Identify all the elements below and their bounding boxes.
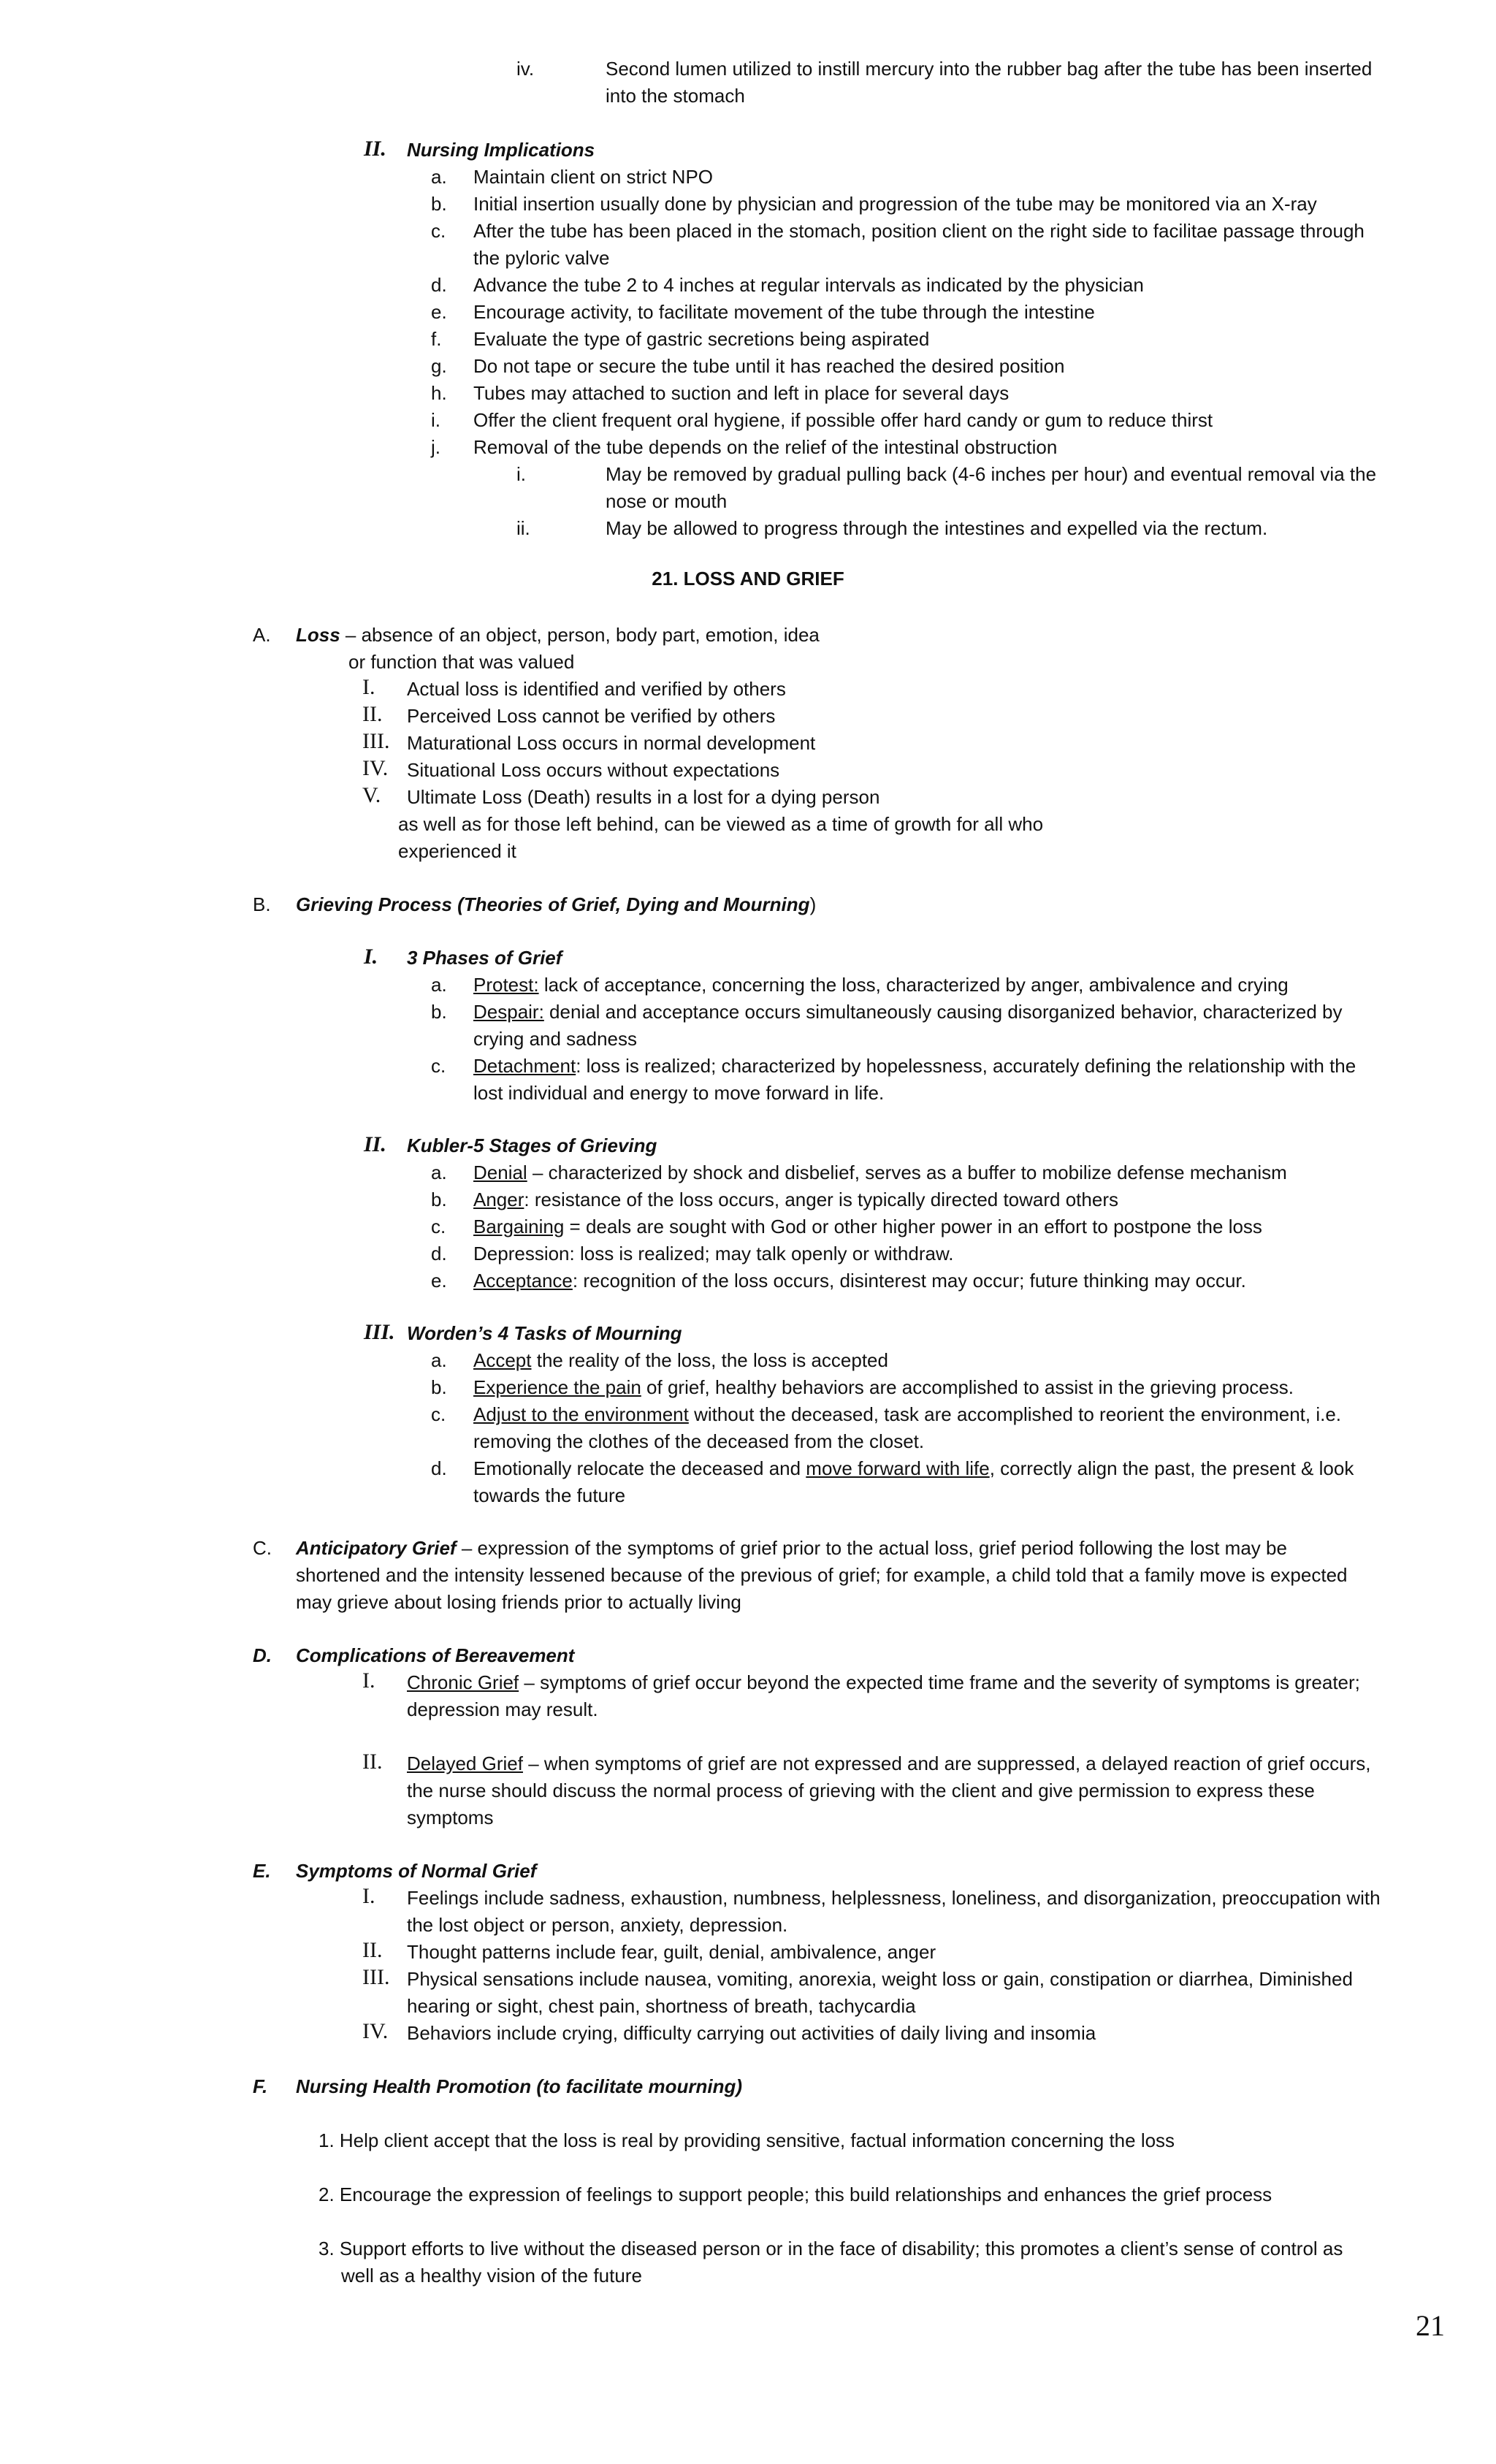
list-text: May be allowed to progress through the intestines and expelled via the rectum.	[606, 517, 1268, 539]
list-marker: a.	[431, 1349, 447, 1371]
numbered-item: 2. Encourage the expression of feelings to support people; this build relationships and enhances the grief process	[318, 2183, 1272, 2205]
list-text: nose or mouth	[606, 490, 728, 512]
key-term: Experience the pain	[473, 1376, 641, 1398]
key-term: Detachment	[473, 1055, 576, 1077]
key-term: Delayed Grief	[407, 1752, 523, 1774]
list-marker: II.	[362, 1938, 383, 1962]
page-title: 21. LOSS AND GRIEF	[652, 568, 844, 590]
key-term: Chronic Grief	[407, 1671, 519, 1693]
list-marker: iv.	[516, 58, 535, 80]
list-text	[407, 1669, 1360, 1696]
term-desc: denial and acceptance occurs simultaneously causing disorganized behavior, characterized by	[543, 1001, 1343, 1023]
section-heading: Nursing Implications	[407, 139, 595, 161]
list-text: Do not tape or secure the tube until it has reached the desired position	[473, 355, 1065, 377]
definition-text: shortened and the intensity lessened because of the previous of grief; for example, a child told that a family move is expected	[296, 1564, 1348, 1586]
list-text	[473, 1455, 1354, 1482]
list-marker: c.	[431, 220, 446, 242]
list-text: Initial insertion usually done by physician and progression of the tube may be monitored via an X-ray	[473, 193, 1317, 215]
list-marker: b.	[431, 1001, 447, 1023]
term-desc: lack of acceptance, concerning the loss, characterized by anger, ambivalence and crying	[538, 974, 1289, 996]
numbered-item: well as a healthy vision of the future	[341, 2265, 642, 2286]
term-desc: – characterized by shock and disbelief, serves as a buffer to mobilize defense mechanism	[527, 1162, 1287, 1183]
list-text: Behaviors include crying, difficulty carrying out activities of daily living and insomia	[407, 2022, 1096, 2044]
definition	[296, 1535, 1287, 1562]
list-text: the nurse should discuss the normal process of grieving with the client and give permission to express these	[407, 1780, 1315, 1801]
list-marker: e.	[431, 301, 447, 323]
list-text: Physical sensations include nausea, vomiting, anorexia, weight loss or gain, constipation or diarrhea, Diminished	[407, 1968, 1353, 1990]
list-text: crying and sadness	[473, 1028, 638, 1050]
list-marker: c.	[431, 1055, 446, 1077]
list-text: lost individual and energy to move forward in life.	[473, 1082, 885, 1104]
section-marker: C.	[253, 1537, 272, 1559]
section-marker: A.	[253, 624, 271, 646]
key-term: Bargaining	[473, 1216, 565, 1237]
list-text	[473, 1053, 1356, 1080]
term-pre: Emotionally relocate the deceased and	[473, 1457, 806, 1479]
term-desc: = deals are sought with God or other higher power in an effort to postpone the loss	[564, 1216, 1262, 1237]
list-marker: a.	[431, 1162, 447, 1183]
list-text: Tubes may attached to suction and left in place for several days	[473, 382, 1010, 404]
list-text	[473, 972, 1289, 999]
list-marker: j.	[431, 436, 440, 458]
list-text	[473, 1347, 888, 1374]
list-marker: g.	[431, 355, 447, 377]
list-marker: III.	[362, 1965, 390, 1989]
list-marker: c.	[431, 1403, 446, 1425]
section-marker: D.	[253, 1644, 272, 1666]
list-text: After the tube has been placed in the stomach, position client on the right side to facilitae passage through	[473, 220, 1365, 242]
section-marker: E.	[253, 1860, 271, 1882]
list-text	[473, 1186, 1118, 1213]
term-desc: the reality of the loss, the loss is accepted	[531, 1349, 888, 1371]
list-text	[473, 1267, 1246, 1294]
list-text: Thought patterns include fear, guilt, denial, ambivalence, anger	[407, 1941, 936, 1963]
list-text: depression may result.	[407, 1698, 598, 1720]
term-desc: without the deceased, task are accomplished to reorient the environment, i.e.	[688, 1403, 1342, 1425]
list-marker: d.	[431, 1457, 447, 1479]
list-marker: IV.	[362, 2019, 389, 2043]
list-marker: d.	[431, 1243, 447, 1265]
list-marker: h.	[431, 382, 447, 404]
section-heading	[296, 891, 816, 918]
subsection-heading: Worden’s 4 Tasks of Mourning	[407, 1322, 682, 1344]
list-marker: II.	[362, 1750, 383, 1774]
list-marker: I.	[362, 675, 375, 699]
definition-text: – expression of the symptoms of grief prior to the actual loss, grief period following the lost may be	[456, 1537, 1287, 1559]
list-text: experienced it	[398, 840, 516, 862]
list-marker: a.	[431, 974, 447, 996]
list-marker: III.	[362, 729, 390, 753]
list-marker: a.	[431, 166, 447, 188]
term-desc: : resistance of the loss occurs, anger is typically directed toward others	[524, 1189, 1118, 1210]
list-marker: II.	[362, 702, 383, 726]
list-text: Feelings include sadness, exhaustion, numbness, helplessness, loneliness, and disorganization, preoccupation with	[407, 1887, 1381, 1909]
list-text: symptoms	[407, 1807, 494, 1828]
list-text: Removal of the tube depends on the relief of the intestinal obstruction	[473, 436, 1058, 458]
list-marker: d.	[431, 274, 447, 296]
list-text: Actual loss is identified and verified by others	[407, 678, 786, 700]
key-term: move forward with life	[806, 1457, 990, 1479]
term: Anticipatory Grief	[296, 1537, 457, 1559]
list-marker: I.	[362, 1668, 375, 1693]
list-text: the lost object or person, anxiety, depression.	[407, 1914, 788, 1936]
definition-text: may grieve about losing friends prior to actually living	[296, 1591, 741, 1613]
section-marker: F.	[253, 2075, 268, 2097]
term-desc: : loss is realized; characterized by hopelessness, accurately defining the relationship with the	[576, 1055, 1356, 1077]
list-text	[473, 1159, 1287, 1186]
list-marker: f.	[431, 328, 442, 350]
section-marker: II.	[364, 137, 386, 161]
list-text: Evaluate the type of gastric secretions being aspirated	[473, 328, 930, 350]
term-desc: – when symptoms of grief are not expressed and are suppressed, a delayed reaction of grief occurs,	[522, 1752, 1371, 1774]
subsection-marker: I.	[364, 945, 378, 969]
list-marker: b.	[431, 193, 447, 215]
heading-text: Grieving Process (Theories of Grief, Dying and Mourning	[296, 893, 810, 915]
key-term: Acceptance	[473, 1270, 573, 1292]
term-desc: – symptoms of grief occur beyond the expected time frame and the severity of symptoms is greater;	[519, 1671, 1360, 1693]
list-text: Offer the client frequent oral hygiene, if possible offer hard candy or gum to reduce thirst	[473, 409, 1213, 431]
list-text: Perceived Loss cannot be verified by others	[407, 705, 776, 727]
numbered-item: 3. Support efforts to live without the diseased person or in the face of disability; this promotes a client’s sense of control as	[318, 2238, 1343, 2259]
definition-text: or function that was valued	[348, 651, 575, 673]
list-marker: i.	[516, 463, 526, 485]
definition-text: – absence of an object, person, body part, emotion, idea	[340, 624, 820, 646]
list-text: Second lumen utilized to instill mercury into the rubber bag after the tube has been inserted	[606, 58, 1373, 80]
list-marker: ii.	[516, 517, 530, 539]
key-term: Despair:	[473, 1001, 544, 1023]
section-marker: B.	[253, 893, 271, 915]
subsection-heading: Kubler-5 Stages of Grieving	[407, 1134, 657, 1156]
list-text	[473, 1374, 1294, 1401]
heading-paren: )	[809, 893, 817, 915]
list-text: Ultimate Loss (Death) results in a lost for a dying person	[407, 786, 880, 808]
list-marker: b.	[431, 1189, 447, 1210]
list-text: May be removed by gradual pulling back (4-6 inches per hour) and eventual removal via the	[606, 463, 1377, 485]
list-text: Maturational Loss occurs in normal development	[407, 732, 816, 754]
list-marker: b.	[431, 1376, 447, 1398]
list-marker: IV.	[362, 756, 389, 780]
list-marker: e.	[431, 1270, 447, 1292]
list-text	[473, 1213, 1262, 1240]
term-desc: : recognition of the loss occurs, disinterest may occur; future thinking may occur.	[572, 1270, 1246, 1292]
list-marker: V.	[362, 783, 381, 807]
key-term: Adjust to the environment	[473, 1403, 689, 1425]
list-text: Situational Loss occurs without expectations	[407, 759, 780, 781]
list-text: Maintain client on strict NPO	[473, 166, 714, 188]
term-desc: of grief, healthy behaviors are accomplished to assist in the grieving process.	[641, 1376, 1294, 1398]
list-text: as well as for those left behind, can be viewed as a time of growth for all who	[398, 813, 1044, 835]
list-text: Encourage activity, to facilitate movement of the tube through the intestine	[473, 301, 1095, 323]
term: Loss	[296, 624, 340, 646]
subsection-heading: 3 Phases of Grief	[407, 947, 562, 969]
list-text: towards the future	[473, 1484, 626, 1506]
section-heading: Symptoms of Normal Grief	[296, 1860, 537, 1882]
list-marker: c.	[431, 1216, 446, 1237]
list-marker: i.	[431, 409, 440, 431]
list-text	[407, 1750, 1371, 1777]
list-text: the pyloric valve	[473, 247, 610, 269]
list-text	[473, 1401, 1341, 1428]
list-text: into the stomach	[606, 85, 745, 107]
subsection-marker: II.	[364, 1132, 386, 1156]
section-heading: Complications of Bereavement	[296, 1644, 575, 1666]
numbered-item: 1. Help client accept that the loss is real by providing sensitive, factual information concerning the loss	[318, 2129, 1175, 2151]
key-term: Anger	[473, 1189, 524, 1210]
subsection-marker: III.	[364, 1320, 395, 1344]
key-term: Protest:	[473, 974, 539, 996]
list-text: removing the clothes of the deceased from the closet.	[473, 1430, 925, 1452]
key-term: Accept	[473, 1349, 532, 1371]
list-text: Advance the tube 2 to 4 inches at regular intervals as indicated by the physician	[473, 274, 1144, 296]
list-text: hearing or sight, chest pain, shortness of breath, tachycardia	[407, 1995, 916, 2017]
key-term: Denial	[473, 1162, 527, 1183]
list-text: Depression: loss is realized; may talk openly or withdraw.	[473, 1243, 954, 1265]
definition	[296, 622, 820, 649]
list-marker: I.	[362, 1884, 375, 1908]
section-heading: Nursing Health Promotion (to facilitate mourning)	[296, 2075, 742, 2097]
list-text	[473, 999, 1342, 1026]
term-desc: , correctly align the past, the present & look	[989, 1457, 1354, 1479]
page-number: 21	[1416, 2309, 1445, 2342]
